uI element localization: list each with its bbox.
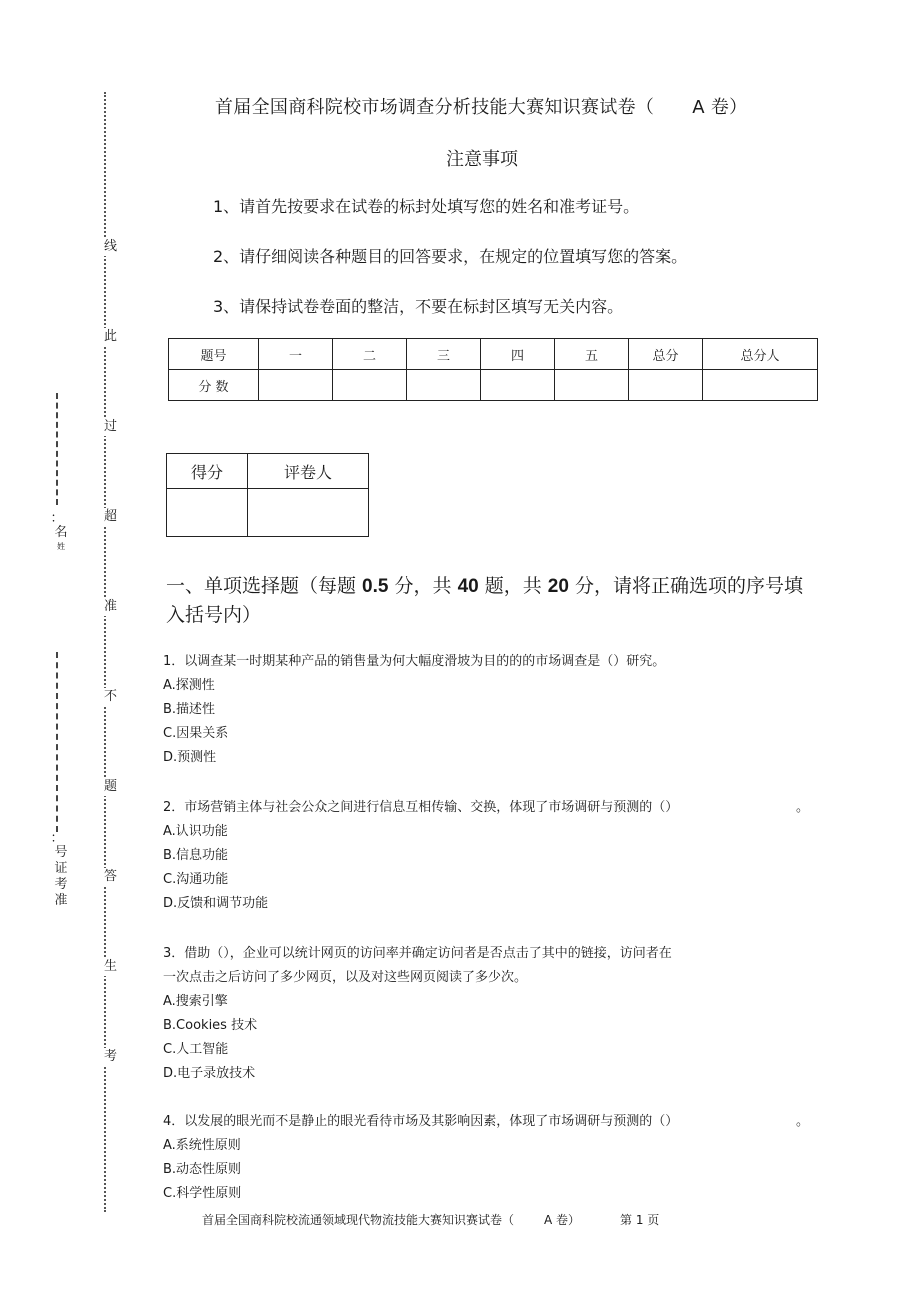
question-text: 3．借助（），企业可以统计网页的访问率并确定访问者是否点击了其中的链接，访问者在 [163,946,672,961]
margin-char: 过 [104,419,118,434]
option-d[interactable]: D.预测性 [163,750,217,765]
exam-id-label: 号 [54,845,68,860]
margin-char: 生 [104,959,118,974]
score-header-cell: 五 [555,339,629,370]
section-number: 0.5 [362,576,389,597]
section-title [166,572,816,629]
score-cell[interactable] [333,370,407,401]
question-text-row [163,1110,823,1134]
footer-suffix: A 卷） [544,1213,581,1227]
margin-char: 此 [104,329,118,344]
score-cell[interactable] [703,370,818,401]
question-end-mark: 。 [795,1114,809,1129]
score-cell[interactable] [555,370,629,401]
page-number: 第 1 页 [620,1213,660,1227]
question-text: 1．以调查某一时期某种产品的销售量为何大幅度滑坡为目的的的市场调查是（）研究。 [163,654,666,669]
notice-item: 2、请仔细阅读各种题目的回答要求，在规定的位置填写您的答案。 [213,247,688,266]
score-table [168,338,818,401]
score-cell[interactable] [481,370,555,401]
name-label-small: 姓 [57,542,65,551]
section-text: 题，共 [478,575,548,597]
score-header-cell: 三 [407,339,481,370]
notice-heading: 注意事项 [446,149,518,170]
page-footer [202,1211,659,1228]
binding-dotted-line [104,92,106,1212]
score-table-header-row [169,339,818,370]
section-number: 20 [547,576,569,597]
question-text: 2．市场营销主体与社会公众之间进行信息互相传输、交换，体现了市场调研与预测的（） [163,800,679,815]
name-colon: ： [50,511,64,526]
exam-id-colon: ： [50,831,64,846]
exam-id-label: 证 [54,861,68,876]
notice-item: 3、请保持试卷卷面的整洁，不要在标封区填写无关内容。 [213,297,624,316]
question-4 [163,1110,823,1206]
score-header-cell: 总分人 [703,339,818,370]
question-3 [163,942,823,1086]
option-b[interactable]: B.描述性 [163,702,216,717]
question-text: 4．以发展的眼光而不是静止的眼光看待市场及其影响因素，体现了市场调研与预测的（） [163,1114,679,1129]
question-text-row [163,796,823,820]
question-1 [163,650,823,770]
page-title [215,93,747,119]
notice-item: 1、请首先按要求在试卷的标封处填写您的姓名和准考证号。 [213,197,640,216]
score-cell[interactable] [629,370,703,401]
option-b[interactable]: B.Cookies 技术 [163,1018,258,1033]
question-end-mark: 。 [795,800,809,815]
score-header-cell: 一 [259,339,333,370]
footer-text: 首届全国商科院校流通领域现代物流技能大赛知识赛试卷（ [202,1213,515,1227]
option-b[interactable]: B.信息功能 [163,848,229,863]
grader-name-cell[interactable] [248,489,369,537]
option-a[interactable]: A.搜索引擎 [163,994,228,1009]
grader-name-label: 评卷人 [248,454,369,489]
grader-score-cell[interactable] [167,489,248,537]
margin-char: 超 [104,509,118,524]
score-table-value-row [169,370,818,401]
section-text: 分，请将正确选项的序号填入括号内） [166,575,803,626]
grader-table [166,453,369,537]
exam-id-label: 准 [54,893,68,908]
option-c[interactable]: C.沟通功能 [163,872,229,887]
question-text: 一次点击之后访问了多少网页，以及对这些网页阅读了多少次。 [163,970,528,985]
title-suffix: A 卷） [692,97,748,118]
question-2 [163,796,823,916]
option-c[interactable]: C.因果关系 [163,726,229,741]
section-text: 分，共 [388,575,458,597]
exam-id-label: 考 [54,877,68,892]
option-a[interactable]: A.系统性原则 [163,1138,241,1153]
option-b[interactable]: B.动态性原则 [163,1162,242,1177]
name-label: 名 [54,525,68,540]
margin-char: 考 [104,1049,118,1064]
margin-char: 不 [104,689,118,704]
score-cell[interactable] [407,370,481,401]
option-d[interactable]: D.电子录放技术 [163,1066,256,1081]
section-text: 一、单项选择题（每题 [166,575,363,597]
score-header-cell: 题号 [169,339,259,370]
score-row-label: 分 数 [169,370,259,401]
name-fill-line[interactable] [56,393,58,505]
margin-char: 答 [104,869,118,884]
exam-id-fill-line[interactable] [56,652,58,832]
margin-char: 线 [104,239,118,254]
score-header-cell: 四 [481,339,555,370]
grader-score-label: 得分 [167,454,248,489]
score-cell[interactable] [259,370,333,401]
option-d[interactable]: D.反馈和调节功能 [163,896,269,911]
margin-char: 准 [104,599,118,614]
score-header-cell: 总分 [629,339,703,370]
score-header-cell: 二 [333,339,407,370]
margin-char: 题 [104,779,118,794]
option-a[interactable]: A.认识功能 [163,824,228,839]
title-main: 首届全国商科院校市场调查分析技能大赛知识赛试卷（ [215,97,655,118]
section-number: 40 [457,576,479,597]
option-c[interactable]: C.科学性原则 [163,1186,242,1201]
option-a[interactable]: A.探测性 [163,678,215,693]
option-c[interactable]: C.人工智能 [163,1042,229,1057]
